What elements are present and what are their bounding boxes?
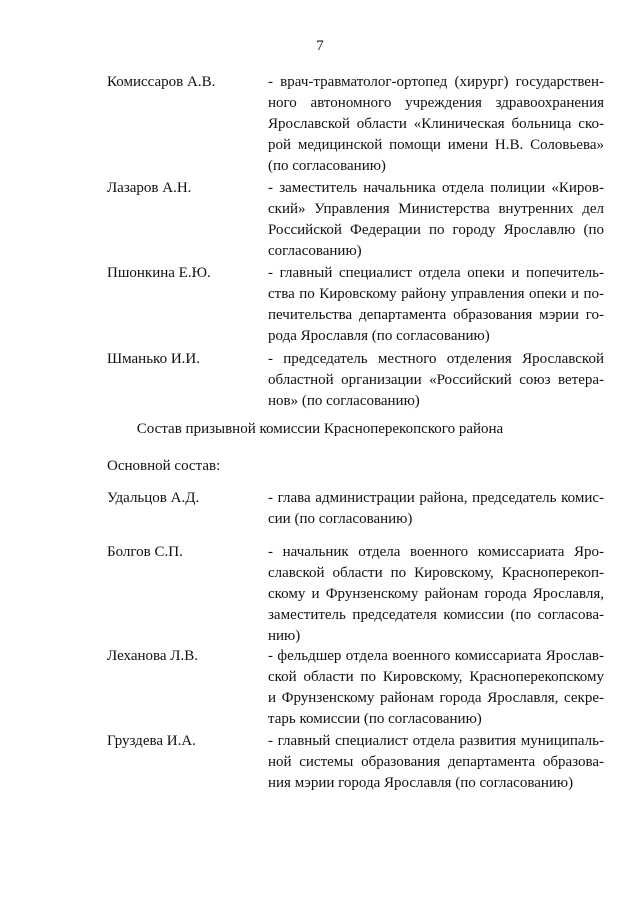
- description-line: областной организации «Российский союз ветера-: [268, 372, 604, 388]
- subsection-heading: Основной состав:: [107, 458, 221, 474]
- member-name: Леханова Л.В.: [107, 648, 198, 664]
- description-line: - фельдшер отдела военного комиссариата Ярослав-: [268, 648, 604, 664]
- description-line: печительства департамента образования мэрии го-: [268, 307, 604, 323]
- description-line: рой медицинской помощи имени Н.В. Соловьева»: [268, 137, 604, 153]
- member-name: Лазаров А.Н.: [107, 180, 192, 196]
- description-line: и Фрунзенскому районам города Ярославля, секре-: [268, 690, 604, 706]
- description-line: - главный специалист отдела опеки и попечитель-: [268, 265, 604, 281]
- member-name: Комиссаров А.В.: [107, 74, 216, 90]
- member-description: [268, 263, 604, 347]
- description-line: ский» Управления Министерства внутренних дел: [268, 201, 604, 217]
- description-line: тарь комиссии (по согласованию): [268, 711, 482, 727]
- member-name: Удальцов А.Д.: [107, 490, 200, 506]
- description-line: согласованию): [268, 243, 362, 259]
- description-line: ской области по Кировскому, Красноперекопскому: [268, 669, 604, 685]
- description-line: - председатель местного отделения Ярославской: [268, 351, 604, 367]
- member-description: [268, 349, 604, 412]
- description-line: Ярославской области «Клиническая больница ско-: [268, 116, 604, 132]
- description-line: - заместитель начальника отдела полиции «Киров-: [268, 180, 604, 196]
- member-description: [268, 731, 604, 794]
- description-line: ной системы образования департамента образова-: [268, 754, 604, 770]
- description-line: ного автономного учреждения здравоохранения: [268, 95, 604, 111]
- description-line: рода Ярославля (по согласованию): [268, 328, 490, 344]
- member-description: [268, 646, 604, 730]
- description-line: скому и Фрунзенскому районам города Ярославля,: [268, 586, 604, 602]
- description-line: - начальник отдела военного комиссариата Яро-: [268, 544, 604, 560]
- description-line: нию): [268, 628, 301, 644]
- description-line: заместитель председателя комиссии (по согласова-: [268, 607, 604, 623]
- description-line: нов» (по согласованию): [268, 393, 420, 409]
- section-title: Состав призывной комиссии Красноперекопского района: [136, 421, 504, 437]
- description-line: - главный специалист отдела развития муниципаль-: [268, 733, 604, 749]
- member-description: [268, 178, 604, 262]
- description-line: (по согласованию): [268, 158, 386, 174]
- description-line: - глава администрации района, председатель комис-: [268, 490, 604, 506]
- description-line: - врач-травматолог-ортопед (хирург) государствен-: [268, 74, 604, 90]
- member-name: Болгов С.П.: [107, 544, 183, 560]
- description-line: славской области по Кировскому, Красноперекоп-: [268, 565, 604, 581]
- description-line: ния мэрии города Ярославля (по согласованию): [268, 775, 574, 791]
- description-line: ства по Кировскому району управления опеки и по-: [268, 286, 604, 302]
- member-description: [268, 488, 604, 530]
- page-number: 7: [316, 38, 324, 54]
- description-line: Российской Федерации по городу Ярославлю (по: [268, 222, 604, 238]
- description-line: сии (по согласованию): [268, 511, 413, 527]
- member-description: [268, 542, 604, 647]
- member-description: [268, 72, 604, 177]
- member-name: Шманько И.И.: [107, 351, 200, 367]
- member-name: Груздева И.А.: [107, 733, 196, 749]
- member-name: Пшонкина Е.Ю.: [107, 265, 211, 281]
